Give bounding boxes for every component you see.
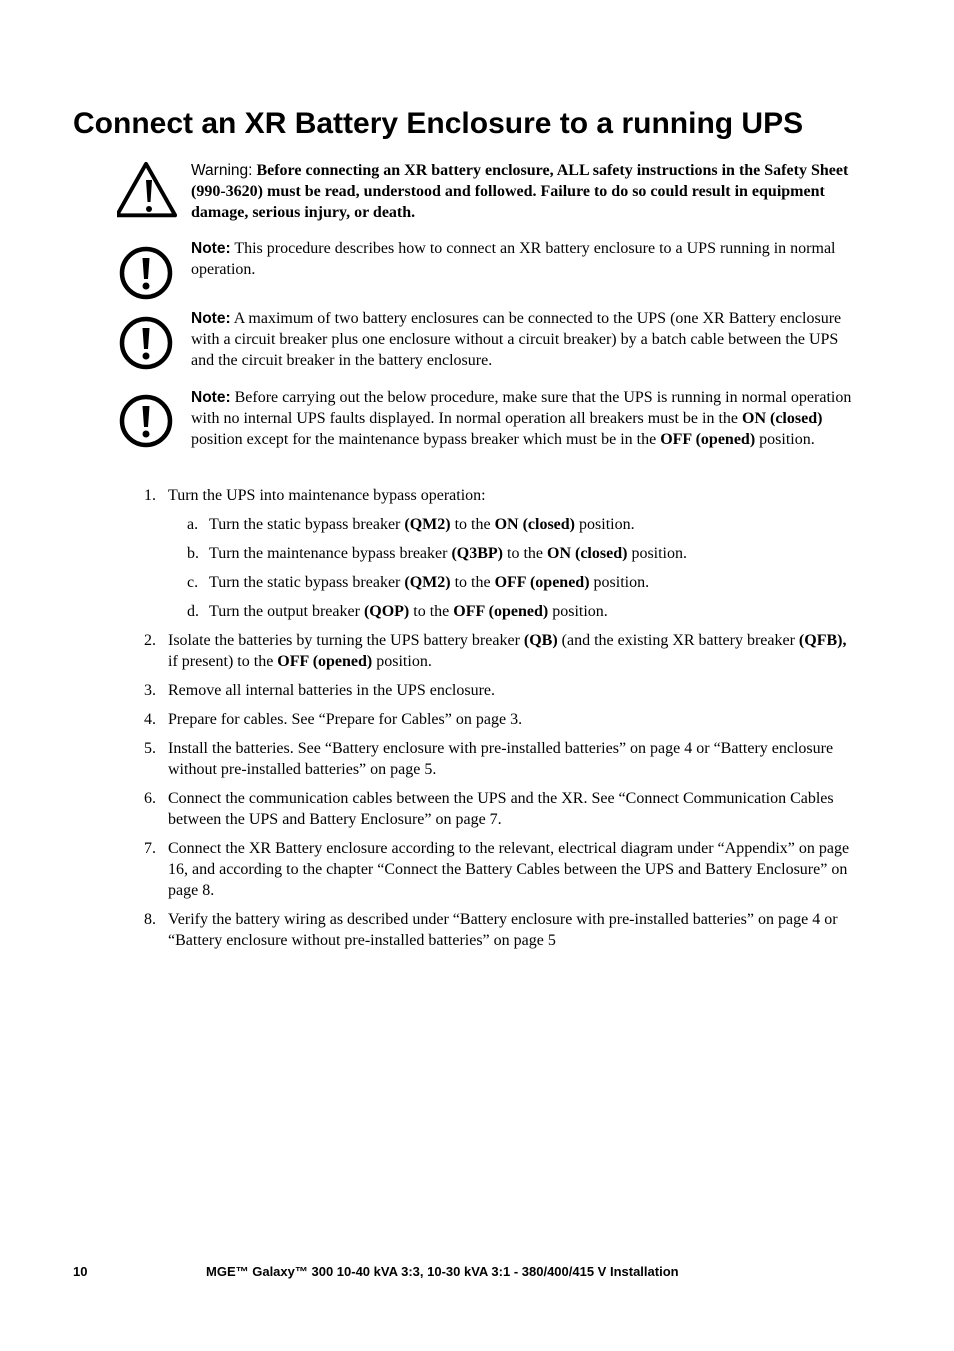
step-number: 7.: [144, 840, 156, 857]
page-number: 10: [73, 1264, 88, 1279]
sub-step-text: position.: [548, 603, 608, 620]
breaker-state: ON (closed): [547, 545, 628, 562]
step-text: Install the batteries. See “Battery enclosure with pre-installed batteries” on page 4 or “Battery enclosure without pre-installed batteries” on page 5.: [168, 740, 834, 778]
note-text-1: [191, 238, 857, 280]
breaker-code: (QOP): [363, 603, 410, 620]
step-number: 2.: [144, 632, 156, 649]
sub-step-letter: d.: [187, 603, 199, 620]
page-title: Connect an XR Battery Enclosure to a running UPS: [73, 107, 804, 140]
step-number: 5.: [144, 740, 156, 757]
breaker-code: (QM2): [404, 574, 451, 591]
sub-step-letter: b.: [187, 545, 199, 562]
note-label: Note:: [191, 389, 231, 406]
exclamation-circle-icon: [117, 244, 177, 304]
exclamation-circle-icon: [117, 314, 177, 374]
sub-step-text: to the: [409, 603, 454, 620]
step-text: (and the existing XR battery breaker: [557, 632, 799, 649]
note-text-3: [191, 387, 857, 450]
step-number: 6.: [144, 790, 156, 807]
sub-step-text: position.: [627, 545, 687, 562]
list-item: [140, 630, 854, 672]
list-item: [168, 572, 854, 593]
list-item: [140, 680, 854, 701]
list-item: [140, 909, 854, 951]
step-text: Turn the UPS into maintenance bypass operation:: [168, 487, 486, 504]
note-emphasis: ON (closed): [742, 410, 823, 427]
procedure-steps: [140, 485, 854, 959]
step-text: Verify the battery wiring as described under “Battery enclosure with pre-installed batteries” on page 4 or “Battery enclosure without pre-installed batteries” on page 5: [168, 911, 838, 949]
breaker-code: (QFB),: [798, 632, 847, 649]
note-body: A maximum of two battery enclosures can be connected to the UPS (one XR Battery enclosure with a circuit breaker plus one enclosure without a circuit breaker) by a batch cable between the UPS and the circuit breaker in the battery enclosure.: [191, 310, 842, 369]
sub-step-text: position.: [575, 516, 635, 533]
document-title: MGE™ Galaxy™ 300 10-40 kVA 3:3, 10-30 kVA 3:1 - 380/400/415 V Installation: [206, 1264, 679, 1279]
note-text-2: [191, 308, 857, 371]
note-emphasis: OFF (opened): [660, 431, 756, 448]
note-callout-3: [117, 387, 857, 450]
note-label: Note:: [191, 310, 231, 327]
list-item: [168, 514, 854, 535]
warning-label: Warning:: [191, 162, 253, 179]
note-label: Note:: [191, 240, 231, 257]
step-text: Isolate the batteries by turning the UPS battery breaker: [168, 632, 524, 649]
breaker-code: (QB): [523, 632, 558, 649]
breaker-state: OFF (opened): [494, 574, 590, 591]
breaker-code: (Q3BP): [451, 545, 503, 562]
note-callout-1: [117, 238, 857, 280]
step-text: Connect the XR Battery enclosure according to the relevant, electrical diagram under “Appendix” on page 16, and according to the chapter “Connect the Battery Cables between the UPS and Battery Enclosure” on page 8.: [168, 840, 850, 899]
sub-step-text: Turn the static bypass breaker: [209, 516, 405, 533]
breaker-state: OFF (opened): [277, 653, 373, 670]
list-item: [168, 543, 854, 564]
sub-step-text: Turn the static bypass breaker: [209, 574, 405, 591]
list-item: [140, 485, 854, 622]
list-item: [140, 709, 854, 730]
sub-step-text: Turn the output breaker: [209, 603, 364, 620]
list-item: [168, 601, 854, 622]
note-body: position.: [755, 431, 815, 448]
warning-callout: [117, 160, 857, 223]
step-number: 3.: [144, 682, 156, 699]
step-text: Prepare for cables. See “Prepare for Cables” on page 3.: [168, 711, 523, 728]
sub-step-text: to the: [450, 574, 495, 591]
step-number: 4.: [144, 711, 156, 728]
sub-steps: [168, 514, 854, 622]
step-number: 8.: [144, 911, 156, 928]
step-text: position.: [372, 653, 432, 670]
note-body: Before carrying out the below procedure, make sure that the UPS is running in normal operation with no internal UPS faults displayed. In normal operation all breakers must be in the: [191, 389, 852, 427]
exclamation-circle-icon: [117, 392, 177, 452]
warning-body: Before connecting an XR battery enclosure, ALL safety instructions in the Safety Sheet (990-3620) must be read, understood and followed. Failure to do so could result in equipment damage, serious injury, or death.: [191, 162, 849, 221]
note-body: This procedure describes how to connect an XR battery enclosure to a UPS running in normal operation.: [191, 240, 836, 278]
note-callout-2: [117, 308, 857, 371]
sub-step-text: to the: [450, 516, 495, 533]
step-text: Connect the communication cables between the UPS and the XR. See “Connect Communication Cables between the UPS and Battery Enclosure” on page 7.: [168, 790, 834, 828]
sub-step-text: to the: [503, 545, 547, 562]
sub-step-letter: a.: [187, 516, 199, 533]
list-item: [140, 788, 854, 830]
breaker-state: ON (closed): [494, 516, 576, 533]
breaker-state: OFF (opened): [453, 603, 549, 620]
sub-step-text: Turn the maintenance bypass breaker: [209, 545, 452, 562]
step-text: if present) to the: [168, 653, 278, 670]
warning-text: [191, 160, 857, 223]
list-item: [140, 838, 854, 901]
list-item: [140, 738, 854, 780]
breaker-code: (QM2): [404, 516, 451, 533]
step-number: 1.: [144, 487, 156, 504]
note-body: position except for the maintenance bypass breaker which must be in the: [191, 431, 661, 448]
warning-triangle-icon: [117, 160, 177, 220]
step-text: Remove all internal batteries in the UPS enclosure.: [168, 682, 496, 699]
sub-step-text: position.: [589, 574, 650, 591]
sub-step-letter: c.: [187, 574, 199, 591]
